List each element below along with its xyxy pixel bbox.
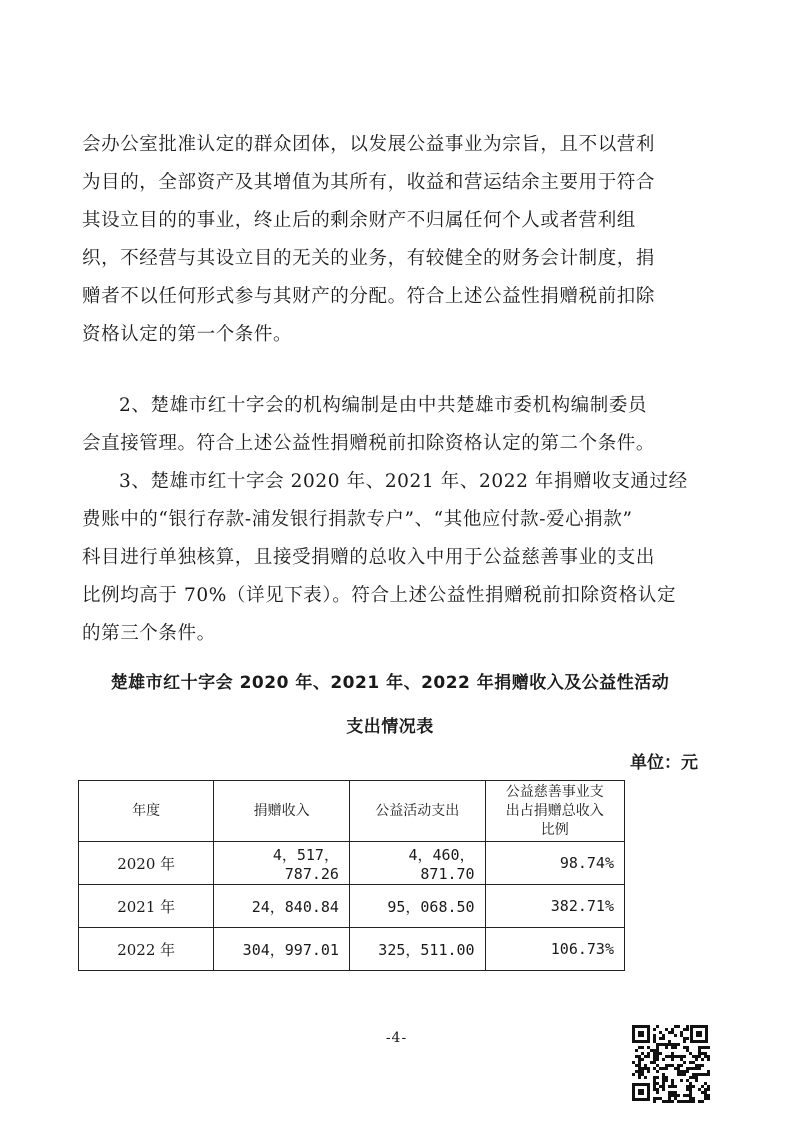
cell-income: 4，517，787.26: [214, 842, 350, 885]
header-ratio: [485, 781, 624, 842]
text-line: 科目进行单独核算，且接受捐赠的总收入中用于公益慈善事业的支出: [82, 547, 656, 568]
header-ratio-line: 出占捐赠总收入: [505, 802, 604, 819]
text-line: 会办公室批准认定的群众团体，以发展公益事业为宗旨，且不以营利: [82, 134, 656, 155]
text-line: 会直接管理。符合上述公益性捐赠税前扣除资格认定的第二个条件。: [82, 433, 656, 454]
cell-year: 2020 年: [79, 842, 214, 885]
text-line: 其设立目的的事业，终止后的剩余财产不归属任何个人或者营利组: [82, 210, 636, 231]
text-line: 2、楚雄市红十字会的机构编制是由中共楚雄市委机构编制委员: [119, 395, 648, 416]
table-header-row: [79, 781, 625, 842]
table-subtitle: 支出情况表: [346, 717, 434, 737]
cell-expense: 95，068.50: [349, 885, 485, 928]
header-expense: 公益活动支出: [349, 781, 485, 842]
donation-table: [78, 780, 625, 971]
paragraph-2: [82, 387, 712, 463]
text-line: 织，不经营与其设立目的无关的业务，有较健全的财务会计制度，捐: [82, 248, 656, 269]
text-line: 赠者不以任何形式参与其财产的分配。符合上述公益性捐赠税前扣除: [82, 286, 656, 307]
text-line: 资格认定的第一个条件。: [82, 324, 293, 345]
page-number: -4-: [385, 1030, 408, 1046]
table-title: 楚雄市红十字会 2020 年、2021 年、2022 年捐赠收入及公益性活动: [110, 673, 670, 693]
header-ratio-line: 公益慈善事业支: [505, 783, 604, 800]
paragraph-1: [82, 126, 712, 354]
text-line: 为目的，全部资产及其增值为其所有，收益和营运结余主要用于符合: [82, 172, 656, 193]
cell-year: 2021 年: [79, 885, 214, 928]
text-line: 的第三个条件。: [82, 623, 216, 644]
header-income: 捐赠收入: [214, 781, 350, 842]
text-line: 费账中的“银行存款-浦发银行捐款专户”、“其他应付款-爱心捐款”: [82, 509, 633, 530]
paragraph-3: [82, 463, 712, 653]
cell-year: 2022 年: [79, 928, 214, 971]
table-row: [79, 885, 625, 928]
cell-ratio: 98.74%: [485, 842, 624, 885]
cell-income: 24，840.84: [214, 885, 350, 928]
header-year: 年度: [79, 781, 214, 842]
table-row: [79, 928, 625, 971]
text-line: 比例均高于 70%（详见下表）。符合上述公益性捐赠税前扣除资格认定: [82, 585, 677, 606]
table-row: [79, 842, 625, 885]
cell-ratio: 106.73%: [485, 928, 624, 971]
header-ratio-line: 比例: [540, 821, 569, 838]
unit-label: 单位：元: [630, 753, 698, 773]
cell-ratio: 382.71%: [485, 885, 624, 928]
text-line: 3、楚雄市红十字会 2020 年、2021 年、2022 年捐赠收支通过经: [119, 471, 688, 492]
cell-expense: 4，460，871.70: [349, 842, 485, 885]
cell-expense: 325，511.00: [349, 928, 485, 971]
qr-code-icon: [630, 1023, 710, 1103]
cell-income: 304，997.01: [214, 928, 350, 971]
